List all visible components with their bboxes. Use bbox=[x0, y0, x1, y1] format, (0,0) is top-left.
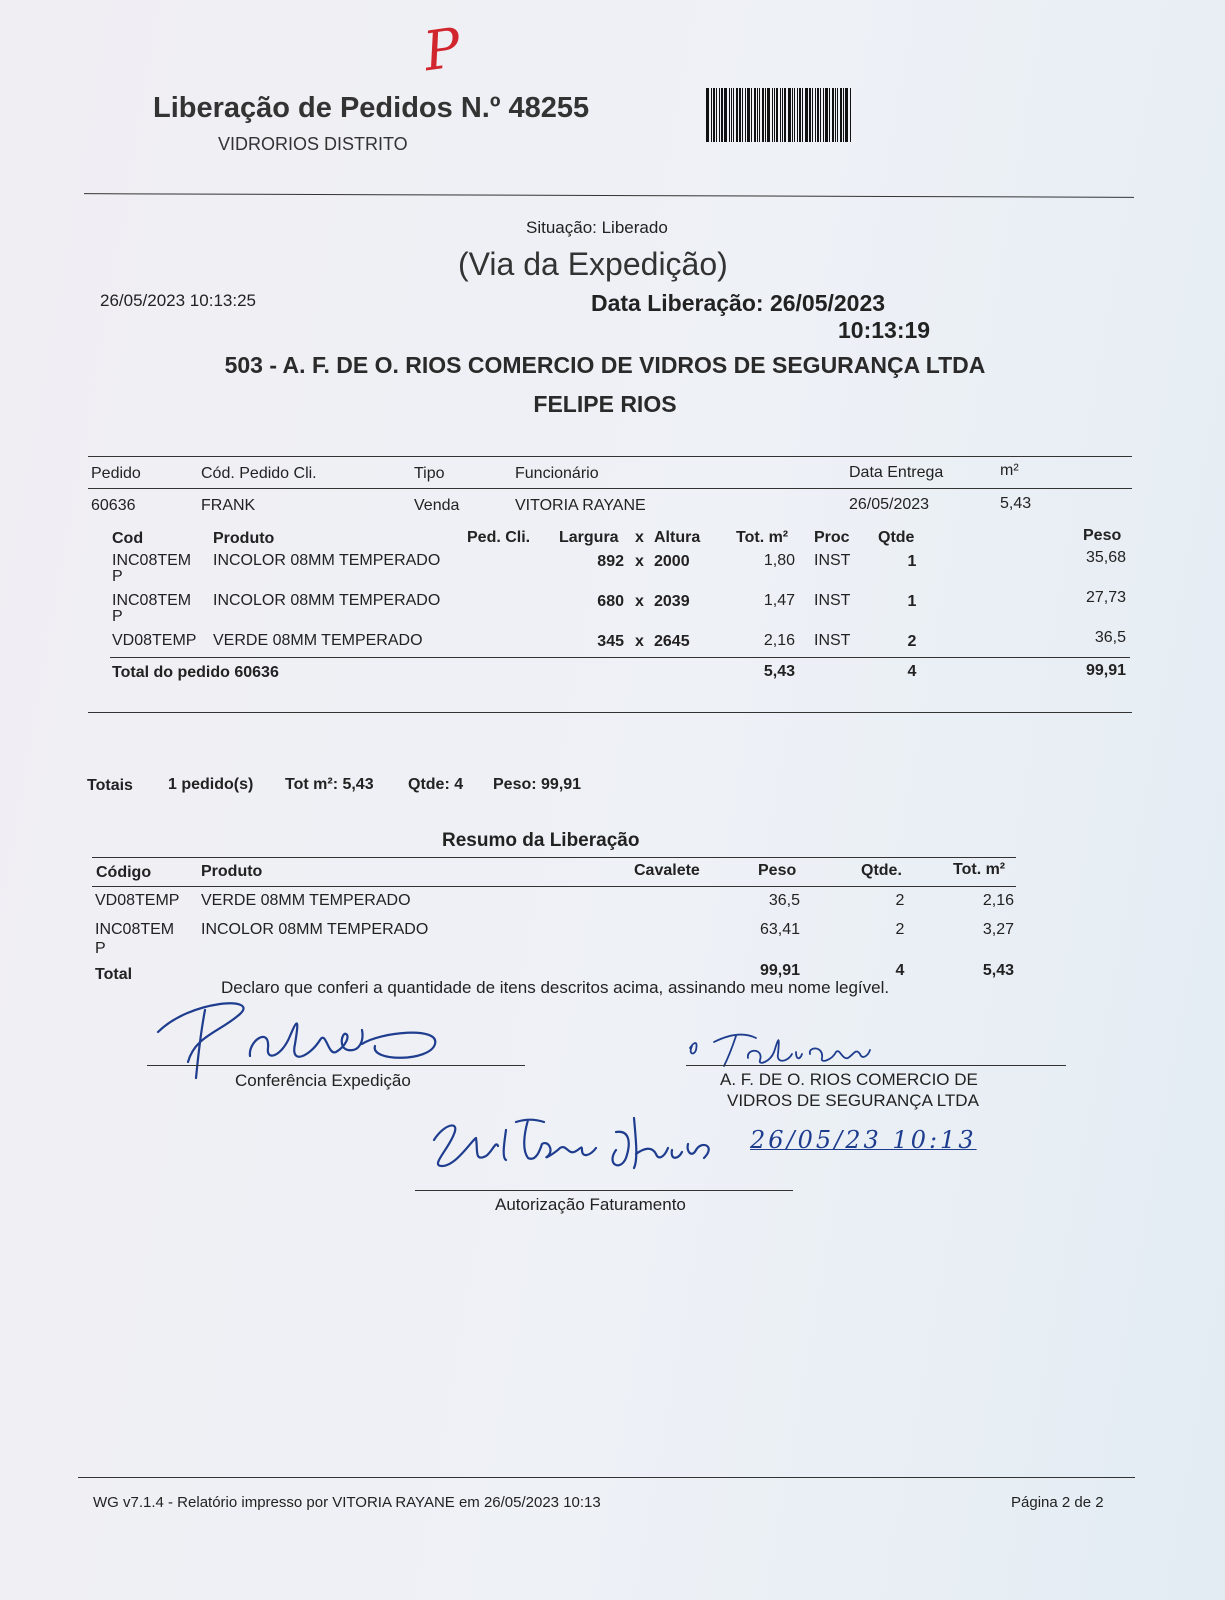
order-table-top bbox=[88, 456, 1132, 457]
items-col-proc: Proc bbox=[814, 529, 850, 546]
items-col-ped-cli: Ped. Cli. bbox=[467, 529, 531, 546]
col-tipo: Tipo bbox=[414, 465, 445, 482]
col-cod-pedido-cli: Cód. Pedido Cli. bbox=[201, 465, 317, 482]
barcode-bar bbox=[820, 88, 821, 142]
totais-tot-m2: Tot m²: 5,43 bbox=[285, 776, 374, 793]
declaration-text: Declaro que conferi a quantidade de itens descritos acima, assinando meu nome legível. bbox=[221, 978, 890, 997]
signature-line-company bbox=[686, 1065, 1066, 1066]
footer-left: WG v7.1.4 - Relatório impresso por VITORIA RAYANE em 26/05/2023 10:13 bbox=[93, 1494, 601, 1511]
item-largura: 680 bbox=[597, 593, 624, 610]
client-name: 503 - A. F. DE O. RIOS COMERCIO DE VIDROS DE SEGURANÇA LTDA bbox=[224, 352, 986, 378]
barcode-bar bbox=[837, 88, 838, 142]
items-col-cod: Cod bbox=[112, 530, 144, 547]
barcode-bar bbox=[736, 88, 738, 142]
footer-right: Página 2 de 2 bbox=[1011, 1494, 1104, 1511]
totais-label: Totais bbox=[87, 777, 133, 794]
order-data-entrega: 26/05/2023 bbox=[849, 496, 930, 513]
item-cod: INC08TEM bbox=[112, 552, 192, 569]
items-col-tot-m2: Tot. m² bbox=[736, 529, 789, 546]
resumo-top-line bbox=[92, 857, 1016, 858]
barcode-bar bbox=[815, 88, 816, 142]
barcode-bar bbox=[823, 88, 824, 142]
barcode-bar bbox=[739, 88, 741, 142]
barcode-bar bbox=[729, 88, 730, 142]
barcode-bar bbox=[850, 88, 851, 142]
resumo-codigo: INC08TEM bbox=[95, 921, 175, 938]
barcode-bar bbox=[840, 88, 842, 142]
barcode-bar bbox=[719, 88, 720, 142]
resumo-peso: 36,5 bbox=[768, 892, 800, 909]
barcode-bar bbox=[794, 88, 795, 142]
barcode-bar bbox=[802, 88, 803, 142]
totais-pedidos: 1 pedido(s) bbox=[168, 776, 254, 793]
barcode-bar bbox=[745, 88, 746, 142]
resumo-codigo: VD08TEMP bbox=[95, 892, 180, 909]
resumo-total-m2: 5,43 bbox=[982, 962, 1014, 979]
barcode-bar bbox=[805, 88, 808, 142]
order-table-header-line bbox=[88, 488, 1132, 489]
item-qtde: 1 bbox=[907, 553, 917, 570]
item-produto: INCOLOR 08MM TEMPERADO bbox=[213, 592, 441, 609]
barcode-bar bbox=[759, 88, 760, 142]
signature-autorizacao bbox=[420, 1110, 740, 1190]
totais-qtde: Qtde: 4 bbox=[408, 776, 464, 793]
resumo-produto: VERDE 08MM TEMPERADO bbox=[201, 892, 411, 909]
barcode-bar bbox=[711, 88, 712, 142]
resumo-codigo-wrap: P bbox=[95, 940, 106, 957]
resumo-total-qtde: 4 bbox=[895, 962, 905, 979]
barcode-bar bbox=[835, 88, 836, 142]
item-cod-wrap: P bbox=[112, 608, 123, 625]
document-title: Liberação de Pedidos N.º 48255 bbox=[153, 92, 590, 124]
order-total-label: Total do pedido 60636 bbox=[112, 664, 279, 681]
items-col-qtde: Qtde bbox=[878, 529, 915, 546]
item-x: x bbox=[635, 633, 644, 650]
items-col-produto: Produto bbox=[213, 530, 275, 547]
col-pedido: Pedido bbox=[91, 465, 141, 482]
order-m2: 5,43 bbox=[1000, 495, 1032, 512]
resumo-col-peso: Peso bbox=[758, 862, 797, 879]
release-date: Data Liberação: 26/05/2023 bbox=[591, 290, 886, 316]
order-total-qtde: 4 bbox=[907, 663, 917, 680]
col-m2: m² bbox=[1000, 462, 1019, 479]
resumo-peso: 63,41 bbox=[759, 921, 800, 938]
barcode-bar bbox=[767, 88, 770, 142]
item-peso: 27,73 bbox=[1085, 589, 1126, 606]
order-section-bottom bbox=[88, 712, 1132, 713]
signature-company bbox=[684, 1024, 894, 1074]
barcode-bar bbox=[774, 88, 775, 142]
barcode-bar bbox=[829, 88, 830, 142]
col-data-entrega: Data Entrega bbox=[849, 464, 944, 481]
handwritten-mark: P bbox=[419, 15, 465, 84]
resumo-total-label: Total bbox=[95, 966, 133, 983]
signature-line-autorizacao bbox=[415, 1190, 793, 1191]
resumo-title: Resumo da Liberação bbox=[442, 830, 640, 851]
item-qtde: 1 bbox=[907, 593, 917, 610]
resumo-col-qtde: Qtde. bbox=[861, 862, 902, 879]
header-divider bbox=[84, 193, 1134, 198]
item-x: x bbox=[635, 593, 644, 610]
item-tot-m2: 2,16 bbox=[763, 632, 795, 649]
client-contact: FELIPE RIOS bbox=[533, 391, 677, 417]
item-tot-m2: 1,47 bbox=[763, 592, 795, 609]
barcode-bar bbox=[809, 88, 811, 142]
resumo-qtde: 2 bbox=[895, 892, 905, 909]
barcode-bar bbox=[733, 88, 734, 142]
resumo-col-produto: Produto bbox=[201, 863, 263, 880]
resumo-tot-m2: 3,27 bbox=[982, 921, 1014, 938]
item-largura: 892 bbox=[597, 553, 624, 570]
status-text: Situação: Liberado bbox=[526, 218, 668, 237]
barcode-bar bbox=[845, 88, 848, 142]
barcode-bar bbox=[724, 88, 727, 142]
barcode-bar bbox=[784, 88, 786, 142]
items-col-largura: Largura bbox=[559, 529, 619, 546]
barcode-bar bbox=[754, 88, 756, 142]
item-tot-m2: 1,80 bbox=[763, 552, 795, 569]
resumo-col-codigo: Código bbox=[96, 864, 152, 881]
barcode-bar bbox=[812, 88, 813, 142]
printed-timestamp: 26/05/2023 10:13:25 bbox=[100, 291, 256, 310]
label-autorizacao-faturamento: Autorização Faturamento bbox=[495, 1195, 686, 1214]
barcode-bar bbox=[843, 88, 844, 142]
order-total-peso: 99,91 bbox=[1085, 662, 1126, 679]
item-cod: VD08TEMP bbox=[112, 632, 197, 649]
handwritten-date: 26/05/23 10:13 bbox=[750, 1126, 977, 1154]
order-pedido: 60636 bbox=[91, 497, 136, 514]
barcode-bar bbox=[788, 88, 791, 142]
barcode-bar bbox=[780, 88, 781, 142]
barcode-bar bbox=[713, 88, 715, 142]
item-peso: 35,68 bbox=[1085, 549, 1126, 566]
items-col-peso: Peso bbox=[1083, 527, 1122, 544]
resumo-total-peso: 99,91 bbox=[759, 962, 800, 979]
barcode-bar bbox=[751, 88, 752, 142]
barcode-bar bbox=[825, 88, 828, 142]
order-tipo: Venda bbox=[414, 497, 460, 514]
barcode-bar bbox=[792, 88, 793, 142]
item-peso: 36,5 bbox=[1094, 629, 1126, 646]
via-title: (Via da Expedição) bbox=[458, 246, 728, 282]
item-proc: INST bbox=[814, 632, 851, 649]
resumo-col-cavalete: Cavalete bbox=[634, 862, 700, 879]
item-qtde: 2 bbox=[907, 633, 917, 650]
item-largura: 345 bbox=[597, 633, 624, 650]
item-x: x bbox=[635, 553, 644, 570]
resumo-col-tot-m2: Tot. m² bbox=[953, 861, 1006, 878]
barcode-bar bbox=[742, 88, 743, 142]
item-proc: INST bbox=[814, 592, 851, 609]
barcode-bar bbox=[799, 88, 801, 142]
signature-line-conferencia bbox=[147, 1065, 525, 1066]
resumo-qtde: 2 bbox=[895, 921, 905, 938]
label-company-line2: VIDROS DE SEGURANÇA LTDA bbox=[727, 1091, 979, 1110]
barcode-bar bbox=[721, 88, 723, 142]
item-cod-wrap: P bbox=[112, 568, 123, 585]
order-cod-pedido-cli: FRANK bbox=[201, 497, 256, 514]
barcode-bar bbox=[716, 88, 717, 142]
label-conferencia-expedicao: Conferência Expedição bbox=[235, 1071, 411, 1090]
barcode-bar bbox=[765, 88, 766, 142]
order-total-m2: 5,43 bbox=[763, 663, 795, 680]
items-col-altura: Altura bbox=[654, 529, 701, 546]
barcode-bar bbox=[797, 88, 798, 142]
barcode-bar bbox=[817, 88, 819, 142]
barcode-bar bbox=[776, 88, 778, 142]
resumo-header-line bbox=[92, 886, 1016, 887]
resumo-tot-m2: 2,16 bbox=[982, 892, 1014, 909]
item-altura: 2039 bbox=[654, 593, 690, 610]
item-altura: 2645 bbox=[654, 633, 690, 650]
totais-peso: Peso: 99,91 bbox=[493, 776, 582, 793]
items-col-x: x bbox=[635, 529, 644, 546]
company-name: VIDRORIOS DISTRITO bbox=[218, 134, 408, 154]
barcode-bar bbox=[747, 88, 750, 142]
barcode bbox=[706, 88, 892, 142]
resumo-produto: INCOLOR 08MM TEMPERADO bbox=[201, 921, 429, 938]
barcode-bar bbox=[757, 88, 758, 142]
release-time: 10:13:19 bbox=[838, 317, 931, 343]
col-funcionario: Funcionário bbox=[515, 465, 599, 482]
label-company-line1: A. F. DE O. RIOS COMERCIO DE bbox=[720, 1070, 978, 1089]
item-produto: INCOLOR 08MM TEMPERADO bbox=[213, 552, 441, 569]
item-proc: INST bbox=[814, 552, 851, 569]
items-total-line bbox=[110, 657, 1130, 658]
order-funcionario: VITORIA RAYANE bbox=[515, 497, 646, 514]
barcode-bar bbox=[832, 88, 834, 142]
barcode-bar bbox=[731, 88, 732, 142]
footer-line bbox=[78, 1477, 1135, 1478]
barcode-bar bbox=[782, 88, 783, 142]
item-altura: 2000 bbox=[654, 553, 690, 570]
item-produto: VERDE 08MM TEMPERADO bbox=[213, 632, 423, 649]
barcode-bar bbox=[706, 88, 709, 142]
item-cod: INC08TEM bbox=[112, 592, 192, 609]
barcode-bar bbox=[772, 88, 773, 142]
barcode-bar bbox=[762, 88, 764, 142]
